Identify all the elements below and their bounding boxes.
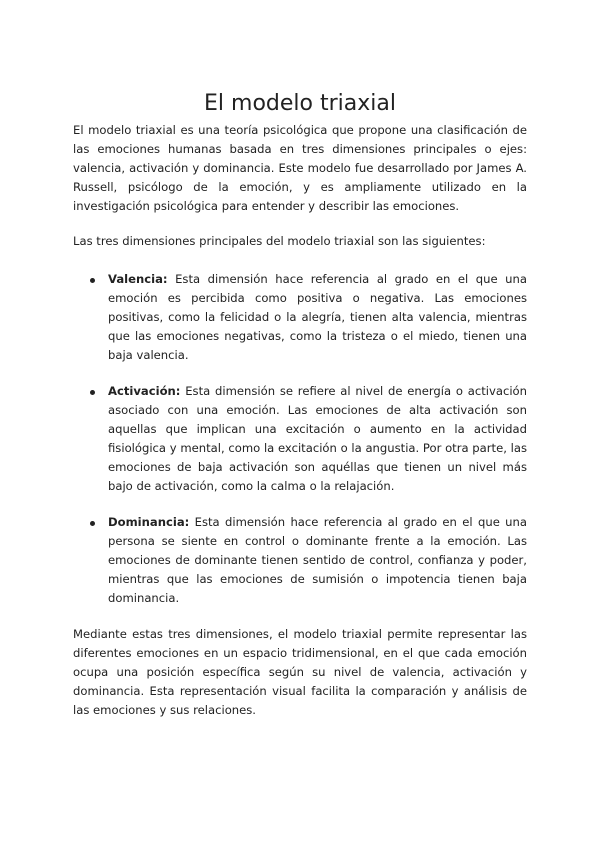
- page-title: El modelo triaxial: [204, 91, 396, 116]
- lead-paragraph: Las tres dimensiones principales del modelo triaxial son las siguientes:: [73, 234, 486, 248]
- bullet-icon: [90, 278, 95, 283]
- dimension-list-activacion: [90, 382, 527, 496]
- intro-paragraph: El modelo triaxial es una teoría psicológica que propone una clasificación de las emociones humanas basada en tres dimensiones principales o ejes: valencia, activación y dominancia. Este modelo fue desarrollado por James A. Russell, psicólogo de la emoción, y es ampliamente utilizado en la investigación psicológica para entender y describir las emociones.: [73, 123, 527, 213]
- closing-paragraph: Mediante estas tres dimensiones, el modelo triaxial permite representar las diferentes emociones en un espacio tridimensional, en el que cada emoción ocupa una posición específica según su nivel de valencia, activación y dominancia. Esta representación visual facilita la comparación y análisis de las emociones y sus relaciones.: [73, 627, 527, 717]
- dimension-description: Esta dimensión hace referencia al grado en el que una emoción es percibida como positiva o negativa. Las emociones positivas, como la felicidad o la alegría, tienen alta valencia, mientras que las emociones negativas, como la tristeza o el miedo, tienen una baja valencia.: [108, 272, 527, 362]
- list-item: [90, 513, 527, 608]
- dimension-term: Valencia:: [108, 272, 168, 286]
- dimension-list-dominancia: [90, 513, 527, 608]
- dimension-description: Esta dimensión hace referencia al grado en el que una persona se siente en control o dominante frente a la emoción. Las emociones de dominante tienen sentido de control, confianza y poder, mientras que las emociones de sumisión o impotencia tienen baja dominancia.: [108, 515, 527, 605]
- dimension-term: Activación:: [108, 384, 181, 398]
- bullet-icon: [90, 390, 95, 395]
- list-item: [90, 270, 527, 365]
- list-item: [90, 382, 527, 496]
- dimension-description: Esta dimensión se refiere al nivel de energía o activación asociado con una emoción. Las emociones de alta activación son aquellas que implican una excitación o aumento en la actividad fisiológica y mental, como la excitación o la angustia. Por otra parte, las emociones de baja activación son aquéllas que tienen un nivel más bajo de activación, como la calma o la relajación.: [108, 384, 527, 493]
- dimension-term: Dominancia:: [108, 515, 190, 529]
- dimension-list-valencia: [90, 270, 527, 365]
- bullet-icon: [90, 521, 95, 526]
